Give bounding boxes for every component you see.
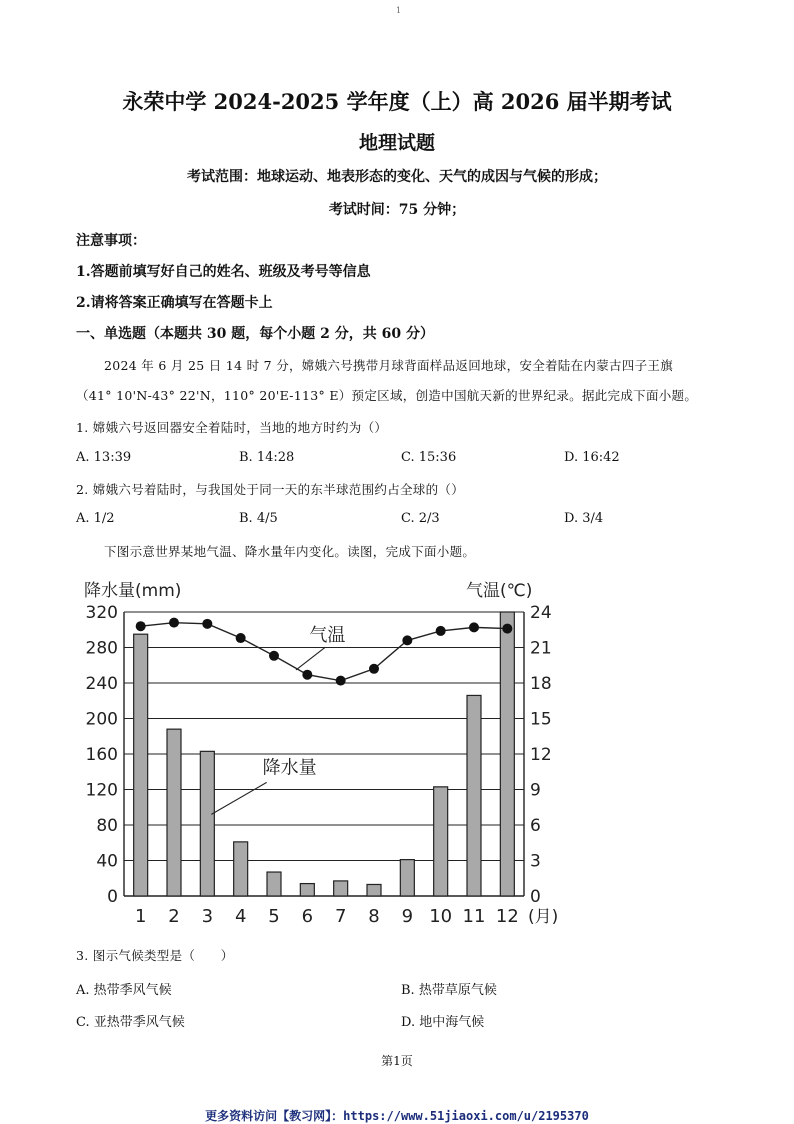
page-marker: 1 (396, 6, 402, 15)
question-3-option-d[interactable]: D. 地中海气候 (401, 1015, 485, 1030)
y2-tick-label: 12 (530, 745, 552, 765)
precipitation-bar (400, 860, 414, 896)
y-axis-label: 降水量(mm) (84, 581, 182, 601)
precipitation-bar (500, 612, 514, 896)
precipitation-bar (367, 884, 381, 896)
grid-layer (124, 612, 524, 896)
exam-subtitle: 地理试题 (358, 132, 435, 154)
x-tick-label: 5 (268, 906, 280, 927)
question-2-stem: 2. 嫦娥六号着陆时，与我国处于同一天的东半球范围约占全球的（） (76, 482, 465, 497)
passage-1-line-1: 2024 年 6 月 25 日 14 时 7 分，嫦娥六号携带月球背面样品返回地球，安全着陆在内蒙古四子王旗 (104, 358, 673, 373)
precipitation-bar (200, 751, 214, 896)
precipitation-bar (300, 884, 314, 896)
annotation-leader-precipitation (211, 782, 266, 814)
x-tick-label: 8 (368, 906, 380, 927)
notes-heading: 注意事项： (76, 233, 146, 249)
question-3-option-c[interactable]: C. 亚热带季风气候 (76, 1015, 185, 1030)
temperature-point (269, 651, 279, 661)
question-3-option-b[interactable]: B. 热带草原气候 (401, 983, 497, 998)
temperature-point (236, 633, 246, 643)
precipitation-bar (267, 872, 281, 896)
x-tick-label: 7 (334, 906, 347, 927)
temperature-point (469, 622, 479, 632)
temperature-point (169, 618, 179, 628)
annotation-precipitation: 降水量 (262, 757, 317, 779)
precipitation-bar (134, 634, 148, 896)
exam-title: 永荣中学 2024-2025 学年度（上）高 2026 届半期考试 (122, 89, 672, 114)
x-tick-label: 9 (401, 906, 414, 927)
question-1-stem: 1. 嫦娥六号返回器安全着陆时，当地的地方时约为（） (76, 420, 388, 435)
exam-scope: 考试范围：地球运动、地表形态的变化、天气的成因与气候的形成； (187, 169, 607, 185)
y-tick-label: 120 (85, 780, 118, 801)
x-tick-label: 4 (234, 906, 247, 927)
y-tick-label: 0 (107, 887, 118, 907)
question-2-option-a[interactable]: A. 1/2 (76, 511, 115, 526)
temperature-point (369, 664, 379, 674)
y2-tick-label: 0 (530, 887, 541, 907)
note-item-2: 2.请将答案正确填写在答题卡上 (76, 295, 273, 311)
section-heading: 一、单选题（本题共 30 题，每个小题 2 分，共 60 分） (76, 326, 434, 342)
temperature-point (502, 624, 512, 634)
y2-tick-label: 15 (530, 709, 552, 730)
question-3-option-a[interactable]: A. 热带季风气候 (76, 983, 172, 998)
x-unit-label: (月) (528, 907, 559, 927)
y-tick-label: 240 (85, 674, 118, 694)
x-tick-label: 1 (134, 906, 147, 927)
temperature-point (302, 670, 312, 680)
y-tick-label: 160 (85, 745, 118, 765)
question-1-option-c[interactable]: C. 15:36 (401, 450, 457, 465)
x-tick-label: 12 (495, 906, 519, 927)
y-tick-label: 80 (96, 816, 118, 836)
question-3-stem: 3. 图示气候类型是（ ） (76, 948, 234, 963)
exam-time: 考试时间：75 分钟； (328, 202, 466, 218)
y-tick-label: 40 (96, 851, 118, 872)
y-tick-label: 320 (85, 603, 118, 623)
question-2-option-c[interactable]: C. 2/3 (401, 511, 440, 526)
question-1-option-b[interactable]: B. 14:28 (239, 450, 295, 465)
annotation-leader-temperature (296, 647, 325, 670)
temperature-point (402, 635, 412, 645)
x-tick-label: 6 (301, 906, 314, 927)
y2-tick-label: 3 (530, 851, 541, 872)
x-tick-label: 2 (168, 906, 180, 927)
note-item-1: 1.答题前填写好自己的姓名、班级及考号等信息 (76, 264, 371, 280)
temperature-point (136, 621, 146, 631)
x-tick-label: 3 (201, 906, 214, 927)
x-tick-label: 11 (462, 906, 486, 927)
question-1-option-a[interactable]: A. 13:39 (76, 450, 132, 465)
y-tick-label: 200 (85, 709, 118, 730)
precipitation-bar (467, 695, 481, 896)
precipitation-bar (434, 787, 448, 896)
temperature-point (336, 676, 346, 686)
question-1-option-d[interactable]: D. 16:42 (564, 450, 620, 465)
temperature-point (202, 619, 212, 629)
y2-tick-label: 18 (530, 674, 552, 694)
precipitation-bar (234, 842, 248, 896)
y-tick-label: 280 (85, 638, 118, 659)
passage-2: 下图示意世界某地气温、降水量年内变化。读图，完成下面小题。 (104, 544, 476, 559)
page-number: 第1页 (381, 1054, 413, 1068)
axis-labels (86, 603, 559, 927)
y2-tick-label: 6 (530, 816, 541, 836)
precipitation-bar (167, 729, 181, 896)
annotation-temperature: 气温 (309, 625, 346, 647)
temperature-point (436, 626, 446, 636)
climate-chart (74, 570, 574, 934)
question-2-option-d[interactable]: D. 3/4 (564, 511, 604, 526)
y2-tick-label: 9 (530, 780, 541, 801)
passage-1-line-2: （41° 10'N-43° 22'N，110° 20'E-113° E）预定区域，创造中国航天新的世界纪录。据此完成下面小题。 (76, 388, 698, 403)
y2-tick-label: 24 (530, 603, 552, 623)
y2-axis-label: 气温(℃) (466, 581, 533, 601)
precipitation-bar (334, 881, 348, 896)
resource-link[interactable]: 更多资料访问【教习网】：https://www.51jiaoxi.com/u/2195370 (205, 1109, 589, 1123)
x-tick-label: 10 (429, 906, 453, 927)
climate-chart-svg (74, 570, 574, 930)
y2-tick-label: 21 (530, 638, 552, 659)
question-2-option-b[interactable]: B. 4/5 (239, 511, 278, 526)
